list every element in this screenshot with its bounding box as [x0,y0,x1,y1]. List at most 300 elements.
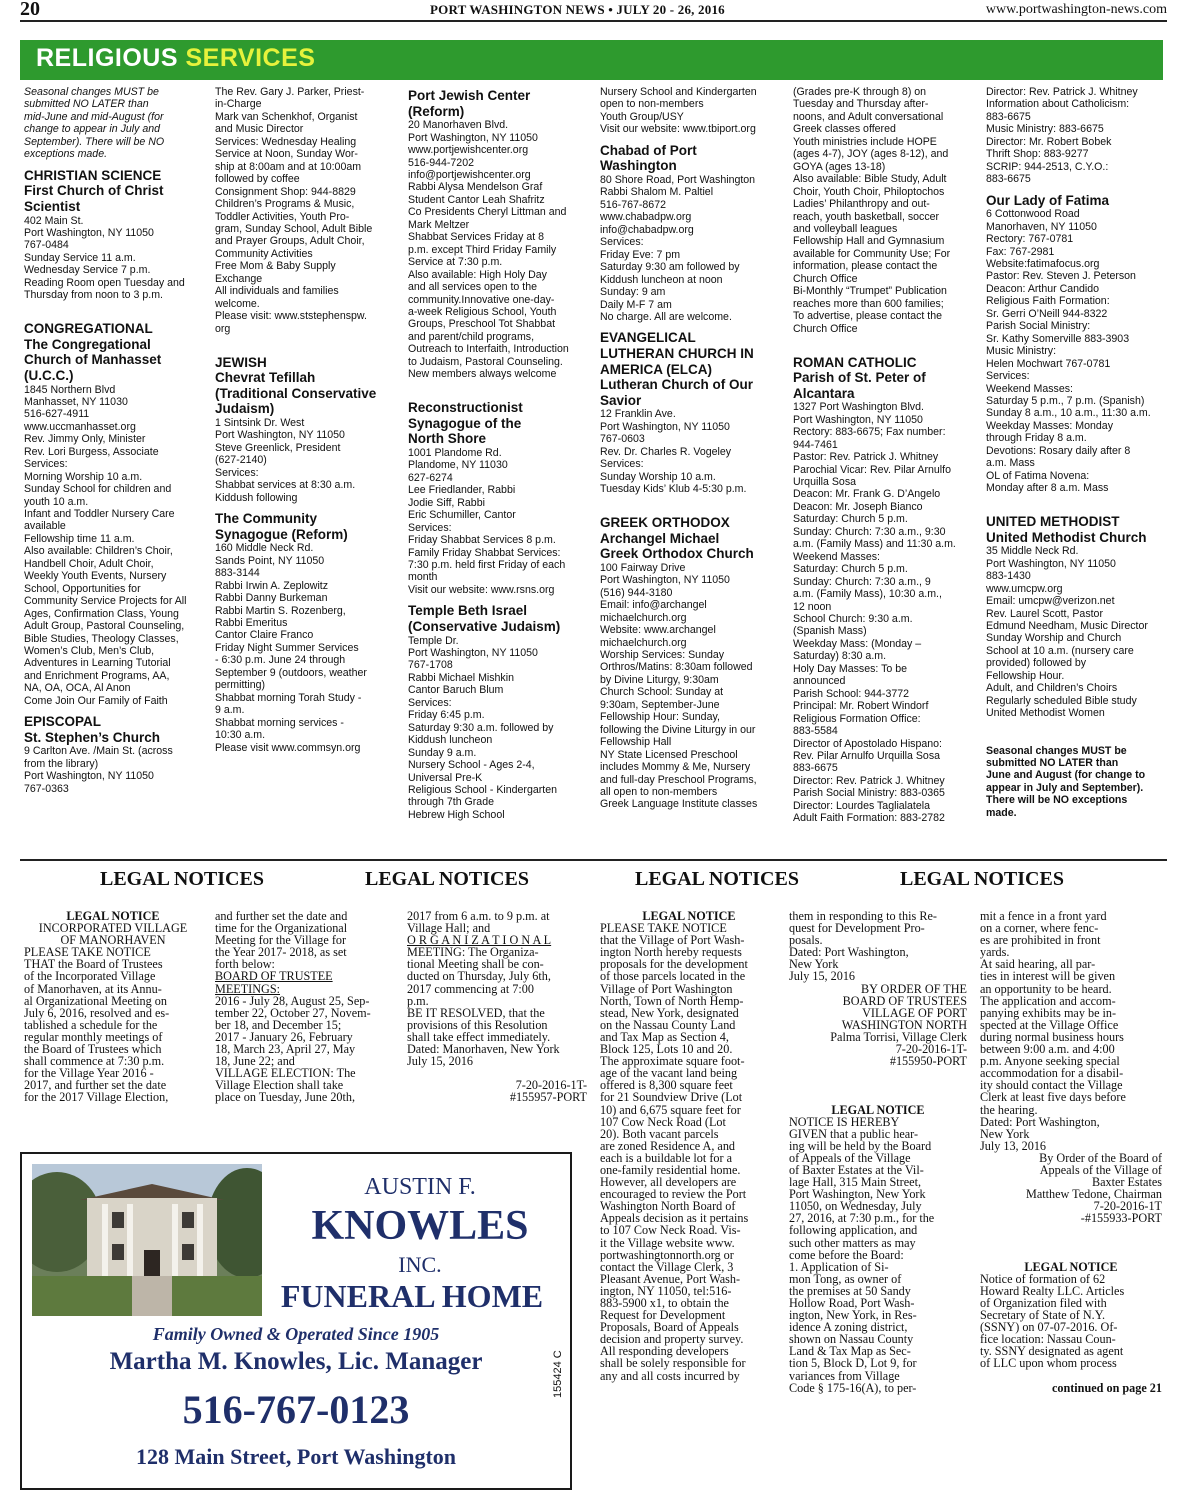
text-line: Community Service Projects for All [24,595,187,608]
text-line: Visit our website: www.tbiport.org [600,123,756,136]
church-name: (Conservative Judaism) [408,618,561,634]
text-line: Port Washington, NY 11050 [793,413,923,426]
notice-text: exceptions made. [24,148,108,161]
notice-subhead: BOARD OF TRUSTEE [215,969,333,984]
religious-column-4 [600,86,780,856]
text-line: tion 5, Block D, Lot 9, for [789,1356,917,1371]
text-line: Pastor: Rev. Steven J. Peterson [986,270,1136,283]
text-line: Fellowship Hour. [986,669,1065,682]
text-line: 10:30 a.m. [215,729,266,742]
text-line: 944-7461 [793,438,838,451]
text-line: Services: [215,466,259,479]
website-url[interactable]: www.portwashington-news.com [985,2,1167,17]
text-line: Family Friday Shabbat Services: [408,546,561,559]
notice-signature: #155957-PORT [509,1090,587,1105]
text-line: Consignment Shop: 944-8829 [215,185,356,198]
text-line: the Board of Trustees which [24,1042,162,1057]
text-line: Proposals, Board of Appeals [600,1320,739,1335]
notice-signature: By Order of the Board of [1039,1150,1162,1165]
text-line: (516) 944-3180 [600,586,673,599]
text-line: 883-6675 [793,762,838,775]
text-line: Rabbi Emeritus [215,616,288,629]
text-line: 9 a.m. [215,704,245,717]
text-line: 107 Cow Neck Road (Lot [600,1114,726,1129]
text-line: Sunday 8 a.m., 10 a.m., 11:30 a.m. [986,407,1151,420]
text-line: Devotions: Rosary daily after 8 [986,444,1131,457]
text-line: Co Presidents Cheryl Littman and [408,206,567,219]
text-line: reach, youth basketball, soccer [793,210,940,223]
text-line: 1327 Port Washington Blvd. [793,401,924,414]
text-line: Saturday 9:30 a.m. followed by [408,721,554,734]
text-line: Bible Studies, Theology Classes, [24,632,179,645]
text-line: Notice of formation of 62 [980,1271,1106,1286]
church-name: Savior [600,392,642,408]
notice-signature: BOARD OF TRUSTEES [842,993,967,1008]
text-line: time for the Organizational [215,921,348,936]
text-line: following the Divine Liturgy in our [600,723,756,736]
text-line: Sunday Worship and Church [986,632,1122,645]
text-line: Director of Apostolado Hispano: [793,737,942,750]
text-line: on a corner, where fenc- [980,921,1099,936]
text-line: and Tax Map as Section 4, [600,1029,729,1044]
text-line: them in responding to this Re- [789,910,937,923]
text-line: ing will be held by the Board [789,1138,932,1153]
text-line: Port Washington, NY 11050 [986,557,1116,570]
text-line: Mark van Schenkhof, Organist [215,110,358,123]
text-line: and further set the date and [215,910,348,923]
text-line: Services: Wednesday Healing [215,135,357,148]
church-name: Parish of St. Peter of [793,370,926,386]
text-line: offered is 8,300 square feet [600,1078,733,1093]
text-line: Rabbi Alysa Mendelson Graf [408,181,543,194]
notice-signature: BY ORDER OF THE [861,981,967,996]
text-line: Adult, and Children’s Choirs [986,682,1118,695]
text-line: Greek classes offered [793,123,896,136]
text-line: 12 Franklin Ave. [600,408,676,421]
text-line: However, all developers are [600,1175,737,1190]
text-line: OL of Fatima Novena: [986,469,1090,482]
text-line: of the Incorporated Village [24,969,156,984]
text-line: Dated: Port Washington, [980,1114,1100,1129]
text-line: Parish School: 944-3772 [793,687,910,700]
text-line: 2017 from 6 a.m. to 9 p.m. at [407,910,550,923]
text-line: one-family residential home. [600,1162,741,1177]
text-line: Sunday 9 a.m. [408,746,477,759]
text-line: Sunday: Church: 7:30 a.m., 9:30 [793,525,946,538]
text-line: to 107 Cow Neck Road. Vis- [600,1223,741,1238]
text-line: reaches more than 600 families; [793,297,944,310]
church-name: (Traditional Conservative [215,385,377,401]
text-line: NA, OA, OCA, Al Anon [24,682,131,695]
notice-title: LEGAL NOTICE [831,1102,925,1117]
text-line: Dated: Manorhaven, New York [407,1042,560,1057]
text-line: Port Washington, NY 11050 [600,420,730,433]
notice-text: submitted NO LATER than [24,98,149,111]
text-line: Adventures in Learning Tutorial [24,657,171,670]
text-line: Deacon: Mr. Frank G. D’Angelo [793,488,941,501]
text-line: Infant and Toddler Nursery Care [24,508,175,521]
text-line: Hollow Road, Port Wash- [789,1296,915,1310]
text-line: from the library) [24,757,99,770]
text-line: and full-day Preschool Programs, [600,773,757,786]
ad-name-line-4: FUNERAL HOME [280,1278,544,1314]
text-line: through Friday 8 a.m. [986,432,1087,445]
text-line: between 9:00 a.m. and 4:00 [980,1042,1115,1057]
text-line: Website: www.archangel [600,624,716,637]
text-line: The application and accom- [980,993,1116,1008]
text-line: of Appeals of the Village [789,1150,911,1165]
text-line: ington North hereby requests [600,945,742,960]
notice-signature: Baxter Estates [1091,1175,1162,1190]
text-line: Port Washington, NY 11050 [408,647,538,660]
church-name: (Reform) [408,103,465,119]
text-line: Nursery School - Ages 2-4, [408,759,535,772]
section-heading: Reconstructionist [408,400,523,416]
ad-address: 128 Main Street, Port Washington [135,1444,457,1469]
text-line: that the Village of Port Wash- [600,933,745,948]
text-line: regular monthly meetings of [24,1029,163,1044]
text-line: Sunday School for children and [24,483,172,496]
text-line: The approximate square foot- [600,1054,745,1069]
text-line: Reading Room open Tuesday and [24,276,185,289]
text-line: Friday 6:45 p.m. [408,709,485,722]
text-line: 80 Shore Road, Port Washington [600,174,756,186]
notice-signature: VILLAGE OF PORT [862,1005,967,1020]
notice-signature: 7-20-2016-1T- [895,1042,967,1057]
text-line: (SSNY) on 07-07-2016. Of- [980,1320,1118,1335]
notice-subhead: O R G A N I Z A T I O N A L [407,933,552,948]
text-line: Deacon: Mr. Joseph Bianco [793,500,923,513]
church-name: St. Stephen’s Church [24,729,161,745]
text-line: quest for Development Pro- [789,921,925,936]
text-line: gram, Sunday School, Adult Bible [215,222,373,235]
text-line: 1. Application of Si- [789,1259,889,1274]
text-line: Port Washington, NY 11050 [215,429,345,442]
ad-phone[interactable]: 516-767-0123 [182,1387,410,1432]
text-line: 1001 Plandome Rd. [408,446,502,459]
text-line: Services: [408,696,452,709]
funeral-home-advertisement[interactable] [20,1152,572,1490]
text-line: Request for Development [600,1308,726,1323]
text-line: Appeals decision as it pertains [600,1211,749,1226]
text-line: Weekend Masses: [986,382,1073,395]
text-line: 883-6675 [986,110,1031,123]
spacer [980,1224,1162,1236]
text-line: Please visit www.commsyn.org [215,741,361,754]
church-name: Greek Orthodox Church [600,546,754,562]
text-line: Plandome, NY 11030 [408,459,508,472]
church-name: Chevrat Tefillah [215,370,316,386]
bold-note: made. [986,806,1017,819]
text-line: Lee Friedlander, Rabbi [408,484,516,497]
text-line: such other matters as may [789,1235,916,1250]
text-line: Mark Meltzer [408,218,470,231]
text-line: Regularly scheduled Bible study [986,694,1137,707]
section-heading: The Community [215,511,318,527]
text-line: 883-3144 [215,567,260,580]
text-line: Pastor: Rev. Patrick J. Whitney [793,451,939,464]
legal-notices-heading-2: LEGAL NOTICES [365,868,529,890]
text-line: Thrift Shop: 883-9277 [986,148,1089,161]
text-line: the Year 2017- 2018, as set [215,945,347,960]
text-line: shall commence at 7:30 p.m. [24,1054,165,1069]
publication-line: PORT WASHINGTON NEWS • JULY 20 - 26, 2016 [430,2,725,17]
text-line: and Enrichment Programs, AA, [24,669,170,682]
text-line: Hebrew High School [408,808,505,821]
text-line: Student Cantor Leah Shafritz [408,193,545,206]
section-heading: Our Lady of Fatima [986,192,1110,208]
text-line: 6 Cottonwood Road [986,208,1080,221]
legal-column-3 [407,910,587,1146]
text-line: Free Mom & Baby Supply [215,260,336,273]
text-line: Director: Mr. Robert Bobek [986,135,1112,148]
text-line: to Judaism, Pastoral Counseling. [408,355,563,368]
text-line: Rabbi Shalom M. Paltiel [600,186,714,199]
legal-column-4 [600,910,778,1490]
text-line: Deacon: Arthur Candido [986,282,1100,295]
text-line: Friday Night Summer Services [215,641,359,654]
text-line: ington, NY 11050, tel:516- [600,1283,732,1298]
text-line: 883-6675 [986,173,1031,186]
text-line: Steve Greenlick, President [215,441,341,454]
text-line: Parochial Vicar: Rev. Pilar Arnulfo [793,463,951,476]
text-line: 1845 Northern Blvd [24,383,116,396]
text-line: Kiddush following [215,491,298,504]
text-line: 1 Sintsink Dr. West [215,416,305,429]
notice-text: September). There will be NO [24,135,165,148]
section-heading: EVANGELICAL [600,330,696,346]
text-line: Meeting for the Village for [215,933,347,948]
legal-column-2 [215,910,393,1146]
religious-services-banner [20,40,1163,80]
text-line: lage Hall, 315 Main Street, [789,1175,921,1190]
spacer [24,302,204,314]
text-line: mit a fence in a front yard [980,910,1107,923]
text-line: No charge. All are welcome. [600,310,732,323]
text-line: 100 Fairway Drive [600,561,686,574]
notice-signature: -#155933-PORT [1080,1211,1162,1226]
text-line: a-week Religious School, Youth [408,305,557,318]
legal-notices-heading-4: LEGAL NOTICES [900,868,1064,890]
legal-column-5 [789,910,967,1490]
text-line: Email: umcpw@verizon.net [986,595,1115,608]
text-line: New York [980,1126,1030,1141]
text-line: (627-2140) [215,454,267,467]
ad-name-line-3: INC. [398,1252,442,1277]
text-line: and parent/child programs, [408,330,535,343]
text-line: July 13, 2016 [980,1138,1047,1153]
text-line: Church Office [793,272,858,285]
text-line: Worship Services: Sunday [600,648,725,661]
text-line: for the 2017 Village Election, [24,1090,169,1105]
church-name: Scientist [24,198,81,214]
text-line: Exchange [215,272,263,285]
text-line: Helen Mochwart 767-0781 [986,357,1111,370]
text-line: Director: Rev. Patrick J. Whitney [986,86,1138,98]
bold-note: June and August (for change to [986,769,1146,782]
spacer [789,1067,967,1079]
text-line: through 7th Grade [408,796,494,809]
text-line: Rabbi Michael Mishkin [408,671,514,684]
text-line: ity should contact the Village [980,1078,1123,1093]
text-line: org [215,322,231,335]
text-line: ber 18, and December 15; [215,1017,342,1032]
text-line: mon Tong, as owner of [789,1271,902,1286]
ad-manager: Martha M. Knowles, Lic. Manager [109,1348,483,1375]
text-line: available for Community Use; For [793,247,951,260]
text-line: a.m. (Family Mass) and 11:30 a.m. [793,538,956,551]
text-line: Dated: Port Washington, [789,945,909,960]
text-line: Sands Point, NY 11050 [215,554,325,567]
spacer [789,1091,967,1103]
text-line: Universal Pre-K [408,771,483,784]
text-line: place on Tuesday, June 20th, [215,1090,356,1105]
text-line: Tuesday and Thursday after- [793,98,929,111]
text-line: Saturday 5 p.m., 7 p.m. (Spanish) [986,395,1145,408]
notice-signature: Matthew Tedone, Chairman [1026,1187,1162,1202]
religious-column-5 [793,86,975,856]
text-line: and Prayer Groups, Adult Choir, [215,235,365,248]
text-line: Shabbat morning services - [215,716,344,729]
text-line: Bi-Monthly “Trumpet” Publication [793,285,947,298]
text-line: Youth ministries include HOPE [793,135,937,148]
text-line: 883-1430 [986,570,1031,583]
text-line: of Organization filed with [980,1296,1107,1310]
section-heading: CONGREGATIONAL [24,321,153,337]
text-line: Religious Faith Formation: [986,295,1110,308]
spacer [980,1237,1162,1249]
text-line: ty. SSNY designated as agent [980,1344,1124,1359]
text-line: Saturday: Church 5 p.m. [793,563,908,576]
notice-signature: Appeals of the Village of [1039,1162,1162,1177]
text-line: Friday Eve: 7 pm [600,248,681,261]
text-line: p.m. Anyone seeking special [980,1054,1120,1069]
text-line: All responding developers [600,1344,729,1359]
text-line: Religious Formation Office: [793,712,921,725]
notice-title: LEGAL NOTICE [1024,1259,1118,1274]
text-line: Rabbi Martin S. Rozenberg, [215,604,346,617]
text-line: Principal: Mr. Robert Windorf [793,700,929,713]
text-line: Rev. Jimmy Only, Minister [24,433,146,446]
text-line: announced [793,675,846,688]
text-line: Fax: 767-2981 [986,245,1055,258]
text-line: Information about Catholicism: [986,98,1130,111]
text-line: Port Washington, NY 11050 [24,770,154,783]
text-line: portwashingtonnorth.org or [600,1247,734,1262]
text-line: following application, and [789,1223,918,1238]
text-line: Shabbat Services Friday at 8 [408,231,545,244]
text-line: a.m. Mass [986,457,1035,470]
ad-code: 155424 C [552,1350,564,1398]
text-line: 11050, on Wednesday, July [789,1199,922,1214]
text-line: NOTICE IS HEREBY [789,1114,900,1129]
text-line: Sunday Service 11 a.m. [24,251,136,264]
text-line: Pleasant Avenue, Port Wash- [600,1271,741,1286]
text-line: for the Village Year 2016 - [24,1066,154,1081]
text-line: Children’s Programs & Music, [215,198,355,211]
text-line: Adult Group, Pastoral Counseling, [24,620,185,633]
text-line: for 21 Soundview Drive (Lot [600,1090,743,1105]
church-name: Judaism) [215,401,275,417]
text-line: Please visit: www.ststephenspw. [215,310,367,323]
text-line: any and all costs incurred by [600,1368,740,1383]
text-line: al Organizational Meeting on [24,993,167,1008]
church-name: North Shore [408,431,487,447]
text-line: 12 noon [793,600,832,613]
text-line: Also available: High Holy Day [408,268,547,281]
text-line: Block 125, Lots 10 and 20. [600,1042,733,1057]
text-line: Services: [408,521,452,534]
text-line: and Music Director [215,123,304,136]
page-number: 20 [20,0,40,20]
text-line: Weekday Mass: (Monday – [793,637,922,650]
text-line: Youth Group/USY [600,110,684,123]
text-line: Village Election shall take [215,1078,344,1093]
text-line: Tuesday Kids’ Klub 4-5:30 p.m. [600,483,747,496]
text-line: United Methodist Women [986,707,1105,720]
text-line: Orthros/Matins: 8:30am followed [600,661,753,674]
church-name: (U.C.C.) [24,367,74,383]
text-line: Services: [600,236,644,249]
text-line: the premises at 50 Sandy [789,1283,911,1298]
text-line: month [408,571,438,584]
text-line: includes Mommy & Me, Nursery [600,761,751,774]
text-line: www.umcpw.org [986,582,1063,595]
text-line: July 15, 2016 [407,1054,474,1069]
text-line: 2017, and further set the date [24,1078,167,1093]
text-line: by Divine Liturgy, 9:30am [600,673,719,686]
notice-text: change to appear in July and [24,123,161,136]
text-line: it the Village website www. [600,1235,735,1250]
text-line: Handbell Choir, Adult Choir, [24,557,154,570]
ad-name-line-2: KNOWLES [311,1203,529,1249]
text-line: Kiddush luncheon at noon [600,273,723,286]
text-line: Wednesday Service 7 p.m. [24,264,151,277]
church-name: AMERICA (ELCA) [600,361,712,377]
section-heading: CHRISTIAN SCIENCE [24,167,162,183]
text-line: Sunday Worship 10 a.m. [600,470,716,483]
legal-column-6 [980,910,1162,1490]
banner-word-2: SERVICES [185,44,316,72]
text-line: Rev. Pilar Arnulfo Urquilla Sosa [793,749,941,762]
text-line: Music Ministry: [986,345,1057,358]
text-line: Thursday from noon to 3 p.m. [24,289,163,302]
text-line: michaelchurch.org [600,611,687,624]
text-line: spected at the Village Office [980,1017,1119,1032]
funeral-home-photo [32,1164,262,1316]
text-line: tional Meeting shall be con- [407,957,544,972]
text-line: Weekly Youth Events, Nursery [24,570,167,583]
text-line: Clerk at least five days before [980,1090,1126,1105]
text-line: ducted on Thursday, July 6th, [407,969,551,984]
notice-text: INCORPORATED VILLAGE [38,921,188,936]
text-line: open to non-members [600,98,704,111]
text-line: 883-5584 [793,725,838,738]
text-line: Director: Rev. Patrick J. Whitney [793,774,945,787]
text-line: tember 22, October 27, Novem- [215,1005,371,1020]
text-line: Website:fatimafocus.org [986,258,1100,271]
text-line: an opportunity to be heard. [980,981,1112,996]
religious-column-6 [986,86,1168,856]
church-name: Church of Manhasset [24,352,162,368]
text-line: of those parcels located in the [600,969,746,984]
notice-signature: #155950-PORT [889,1054,967,1069]
text-line: Come Join Our Family of Faith [24,694,168,707]
text-line: Urquilla Sosa [793,476,857,489]
text-line: Village Hall; and [407,921,491,936]
text-line: Director: Lourdes Taglialatela [793,799,931,812]
notice-title: LEGAL NOTICE [66,910,160,923]
